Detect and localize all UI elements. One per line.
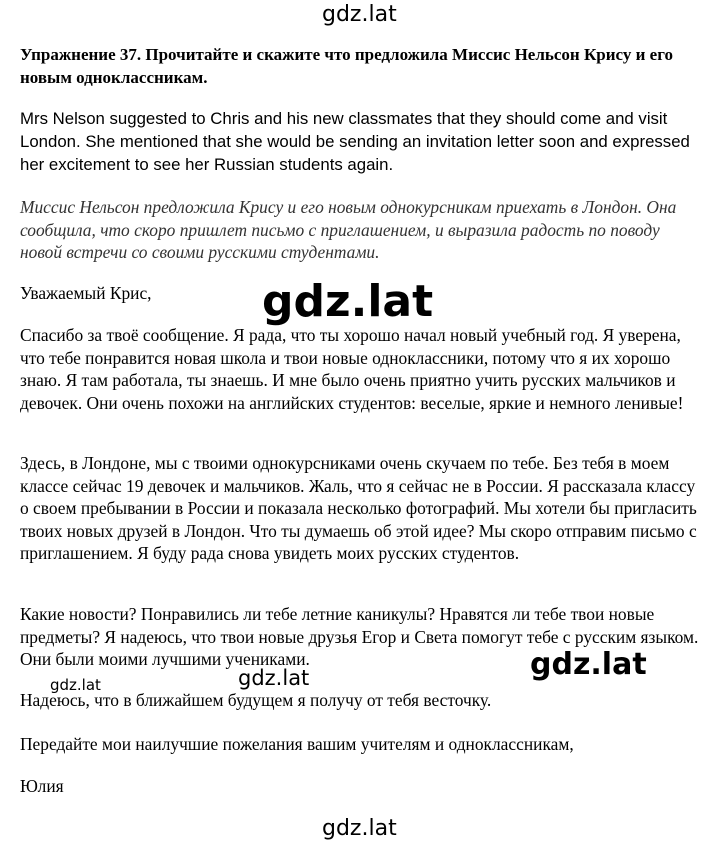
watermark-middle: gdz.lat <box>238 666 310 690</box>
exercise-heading: Упражнение 37. Прочитайте и скажите что предложила Миссис Нельсон Крису и его новым одноклассникам. <box>20 45 673 87</box>
letter-paragraph-3: Какие новости? Понравились ли тебе летние каникулы? Нравятся ли тебе твои новые предметы? Я надеюсь, что твои новые друзья Егор и Света помогут тебе с русским языком. Они были моими лучшими учениками. <box>20 604 699 669</box>
letter-paragraph-1: Спасибо за твоё сообщение. Я рада, что ты хорошо начал новый учебный год. Я уверена, что тебе понравится новая школа и твои новые одноклассники, потому что я их хорошо знаю. Я там работала, ты знаешь. И мне было очень приятно учить русских мальчиков и девочек. Они очень похожи на английских студентов: веселые, яркие и немного ленивые! <box>20 325 684 413</box>
watermark-small: gdz.lat <box>50 676 101 694</box>
letter-paragraph-4: Надеюсь, что в ближайшем будущем я получу от тебя весточку. <box>20 690 492 710</box>
letter-closing: Передайте мои наилучшие пожелания вашим учителям и одноклассникам, <box>20 734 574 754</box>
letter-paragraph-2: Здесь, в Лондоне, мы с твоими однокурсниками очень скучаем по тебе. Без тебя в моем классе сейчас 19 девочек и мальчиков. Жаль, что я сейчас не в России. Я рассказала классу о своем пребывании в России и показала несколько фотографий. Мы хотели бы пригласить твоих новых друзей в Лондон. Что ты думаешь об этой идее? Мы скоро отправим письмо с приглашением. Я буду рада снова увидеть моих русских студентов. <box>20 453 697 563</box>
letter-greeting: Уважаемый Крис, <box>20 283 152 303</box>
russian-summary: Миссис Нельсон предложила Крису и его новым однокурсникам приехать в Лондон. Она сообщила, что скоро пришлет письмо с приглашением, и выразила радость по поводу новой встречи со своими русскими студентами. <box>20 197 677 262</box>
letter-signature: Юлия <box>20 776 64 796</box>
watermark-bottom: gdz.lat <box>322 816 397 841</box>
watermark-top: gdz.lat <box>322 2 397 27</box>
watermark-center: gdz.lat <box>262 276 434 327</box>
english-summary: Mrs Nelson suggested to Chris and his new classmates that they should come and visit London. She mentioned that she would be sending an invitation letter soon and expressed her excitement to see her Russian students again. <box>20 109 690 174</box>
watermark-right: gdz.lat <box>530 647 647 682</box>
